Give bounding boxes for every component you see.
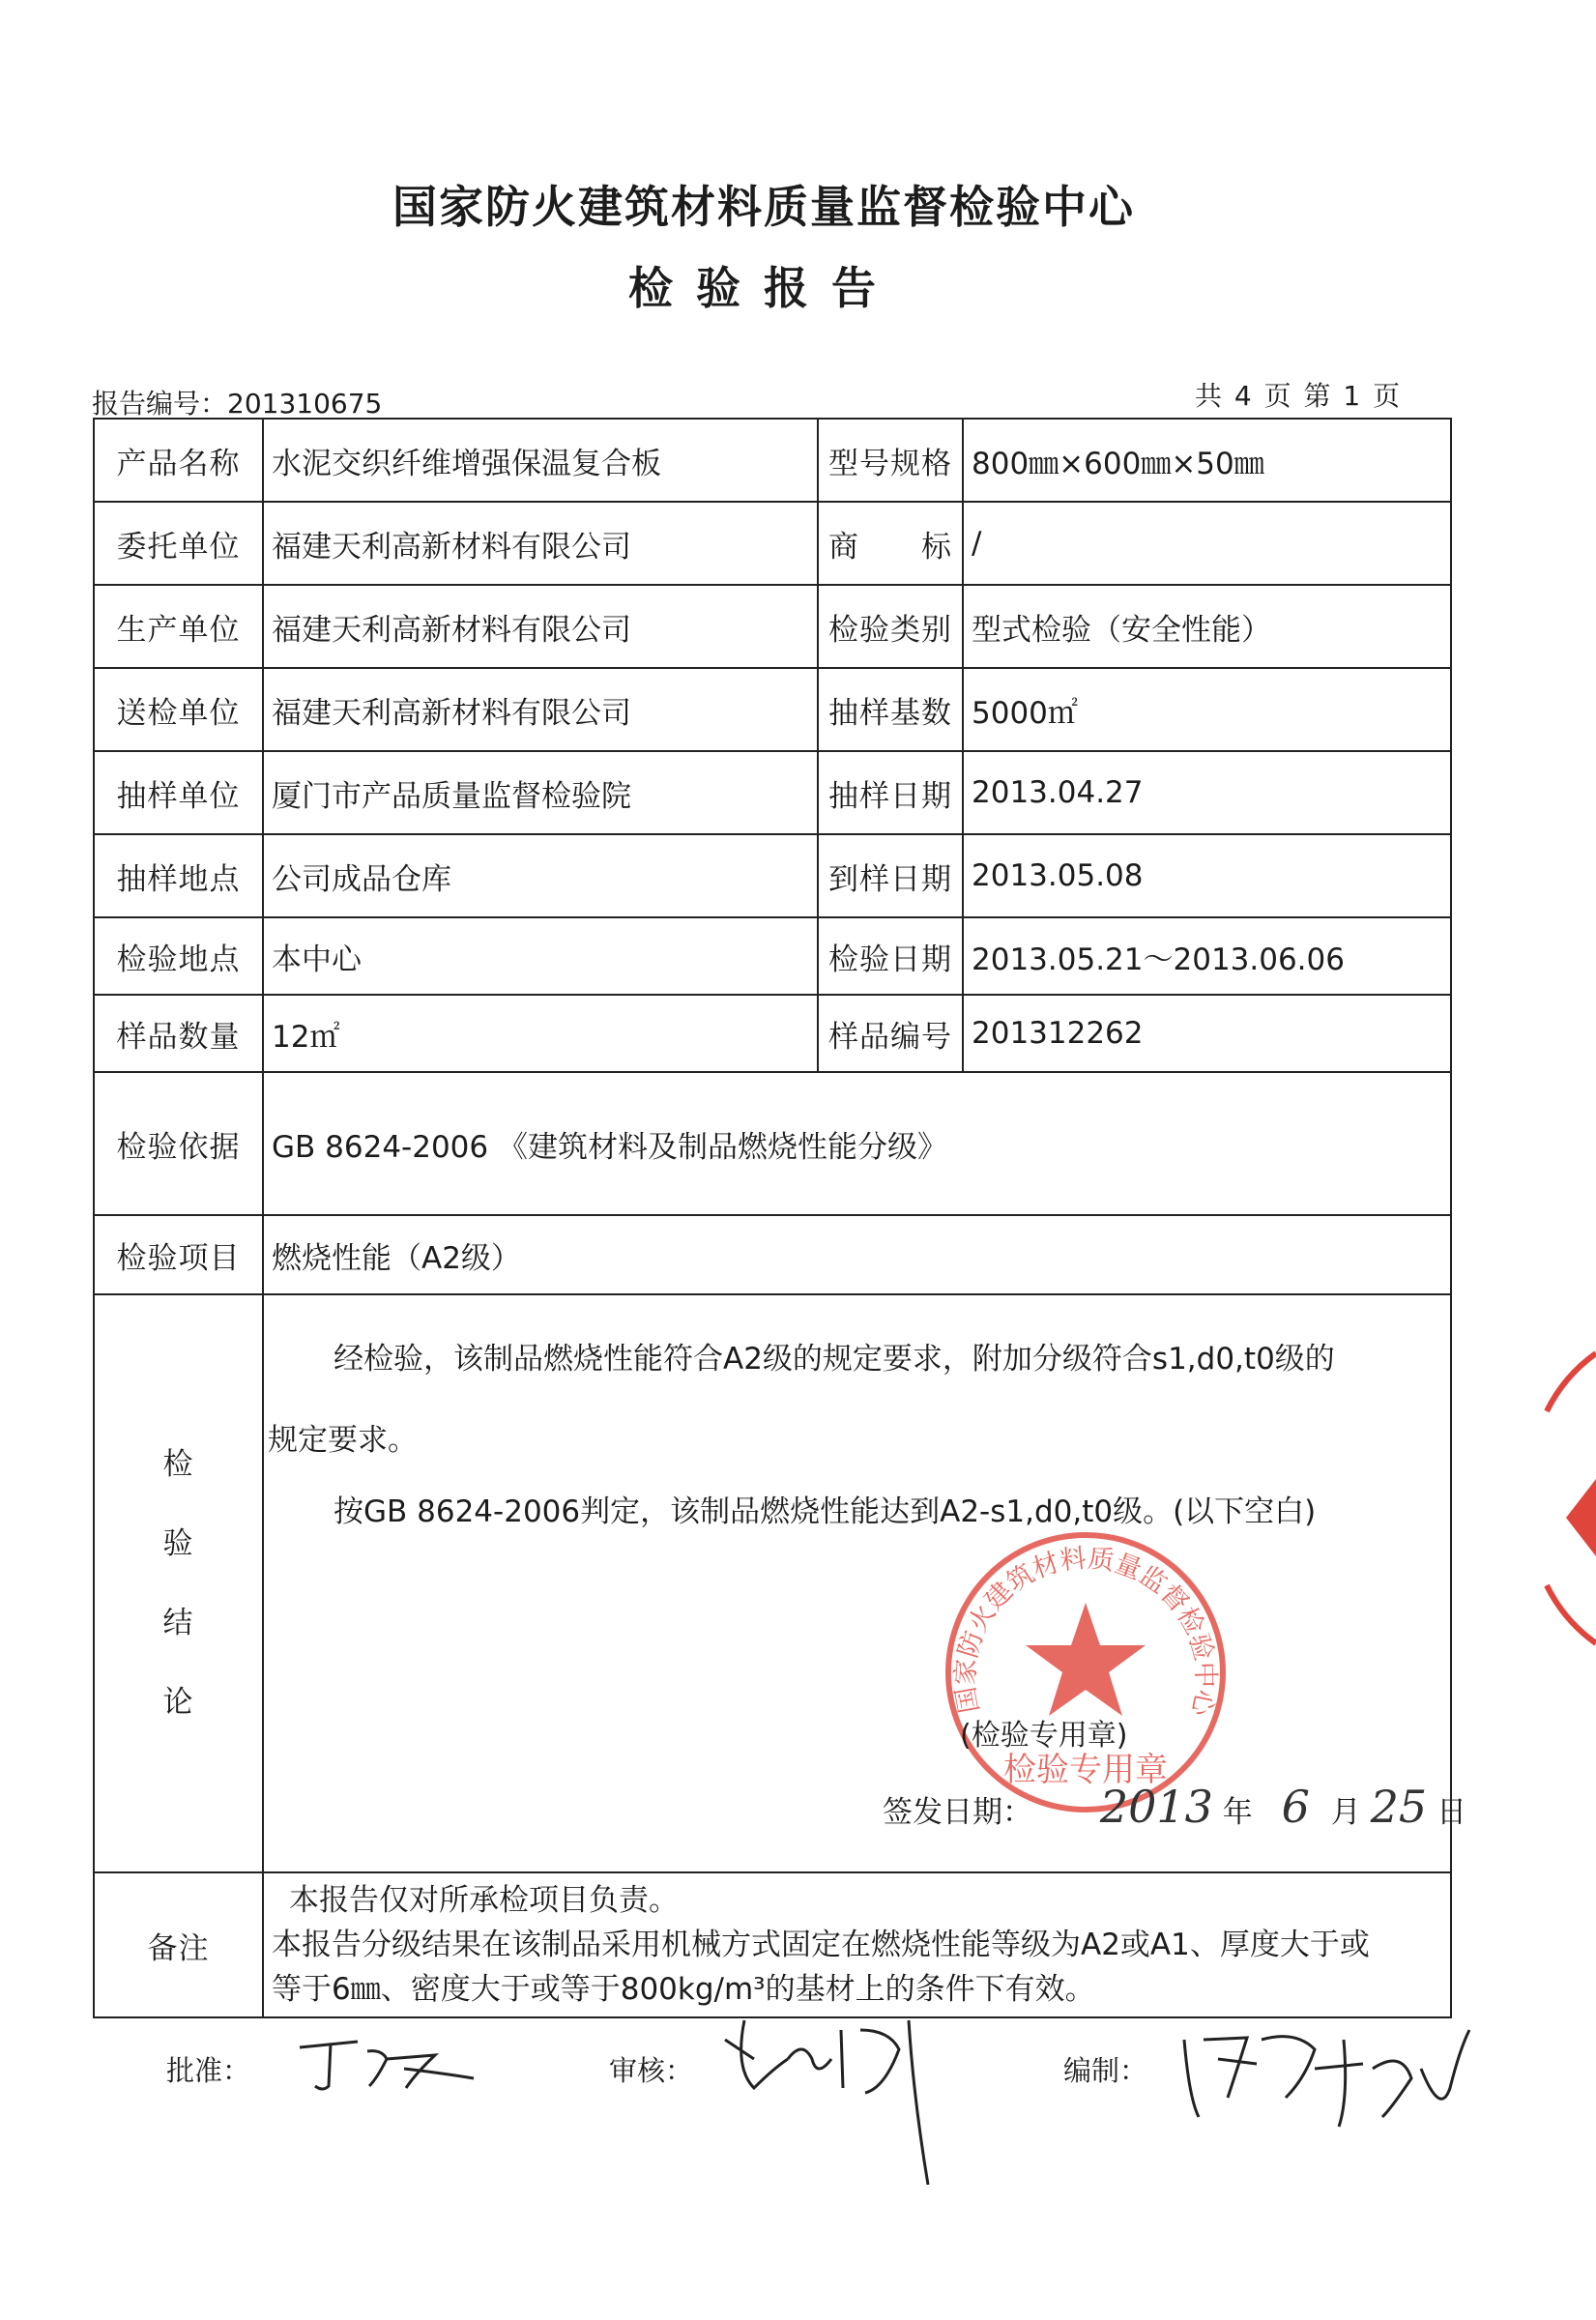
field-value: 12㎡ (263, 995, 818, 1072)
info-row (94, 995, 1451, 1072)
field-value: 201312262 (963, 995, 1451, 1072)
field-value: 厦门市产品质量监督检验院 (263, 751, 818, 834)
seam-stamp (1508, 1334, 1596, 1663)
conclusion-para1-line2: 规定要求。 (268, 1423, 418, 1458)
field-label: 产品名称 (94, 419, 263, 502)
field-value: 2013.05.21～2013.06.06 (963, 917, 1451, 995)
day-char: 日 (1436, 1795, 1467, 1830)
conclusion-label-char: 论 (162, 1685, 194, 1720)
remarks-line1: 本报告仅对所承检项目负责。 (289, 1883, 679, 1918)
conclusion-body (263, 1294, 1467, 1872)
field-label: 委托单位 (94, 502, 263, 585)
remarks-row (94, 1872, 1451, 2017)
item-value: 燃烧性能（A2级） (263, 1215, 1451, 1294)
org-title: 国家防火建筑材料质量监督检验中心 (392, 181, 1135, 233)
stamp-ring-text: 国家防火建筑材料质量监督检验中心 (950, 1543, 1221, 1719)
page-count: 共 4 页 第 1 页 (1195, 380, 1403, 412)
basis-label: 检验依据 (94, 1072, 263, 1215)
partial-star-icon (1566, 1479, 1596, 1556)
field-label: 检验类别 (818, 585, 963, 668)
doc-title: 检验报告 (628, 262, 899, 314)
item-label: 检验项目 (94, 1215, 263, 1294)
field-value: 800㎜×600㎜×50㎜ (963, 419, 1451, 502)
field-value: 福建天利高新材料有限公司 (263, 668, 818, 751)
conclusion-label-char: 结 (162, 1606, 194, 1640)
remarks-body (263, 1872, 1451, 2017)
conclusion-row (94, 1294, 1451, 1872)
info-row (94, 834, 1451, 917)
basis-row (94, 1072, 1451, 1215)
issue-day: 25 (1370, 1781, 1428, 1833)
field-value: 本中心 (263, 917, 818, 995)
month-char: 月 (1330, 1795, 1361, 1830)
report-table (93, 418, 1467, 2018)
field-label: 抽样日期 (818, 751, 963, 834)
review-label: 审核： (609, 2054, 694, 2087)
field-value: 5000㎡ (963, 668, 1451, 751)
field-value: 福建天利高新材料有限公司 (263, 502, 818, 585)
field-label: 样品数量 (94, 995, 263, 1072)
field-label: 抽样地点 (94, 834, 263, 917)
info-row (94, 751, 1451, 834)
field-label: 送检单位 (94, 668, 263, 751)
remarks-label: 备注 (94, 1872, 263, 2017)
inspection-stamp (941, 1527, 1231, 1817)
field-value: 2013.05.08 (963, 834, 1451, 917)
info-row (94, 502, 1451, 585)
field-label: 生产单位 (94, 585, 263, 668)
issue-date-label: 签发日期： (883, 1795, 1032, 1830)
conclusion-para1-line1: 经检验，该制品燃烧性能符合A2级的规定要求，附加分级符合s1,d0,t0级的 (334, 1342, 1335, 1377)
remarks-line2: 本报告分级结果在该制品采用机械方式固定在燃烧性能等级为A2或A1、厚度大于或 (272, 1928, 1370, 1962)
field-label: 抽样基数 (818, 668, 963, 751)
star-icon (1026, 1603, 1146, 1716)
conclusion-label-char: 验 (162, 1526, 194, 1561)
field-value: 公司成品仓库 (263, 834, 818, 917)
compile-label: 编制： (1063, 2054, 1148, 2087)
stamp-inner-text: 检验专用章 (1003, 1751, 1168, 1789)
field-label: 检验日期 (818, 917, 963, 995)
field-value: 水泥交织纤维增强保温复合板 (263, 419, 818, 502)
remarks-line3: 等于6㎜、密度大于或等于800kg/m³的基材上的条件下有效。 (272, 1972, 1095, 2007)
compiler-signature (1170, 2011, 1479, 2156)
field-label: 抽样单位 (94, 751, 263, 834)
field-value: / (963, 502, 1451, 585)
conclusion-label (94, 1294, 263, 1872)
field-label: 型号规格 (818, 419, 963, 502)
field-label: 检验地点 (94, 917, 263, 995)
info-row (94, 668, 1451, 751)
info-row (94, 917, 1451, 995)
field-value: 2013.04.27 (963, 751, 1451, 834)
field-value: 型式检验（安全性能） (963, 585, 1451, 668)
issue-month: 6 (1281, 1781, 1310, 1833)
conclusion-label-char: 检 (162, 1447, 194, 1482)
field-value: 福建天利高新材料有限公司 (263, 585, 818, 668)
info-row (94, 585, 1451, 668)
approve-label: 批准： (166, 2054, 251, 2087)
issue-date (883, 1781, 1466, 1833)
basis-value: GB 8624-2006 《建筑材料及制品燃烧性能分级》 (263, 1072, 1451, 1215)
issue-year: 2013 (1099, 1781, 1213, 1833)
stamp-note: (检验专用章) (960, 1719, 1128, 1753)
info-row (94, 419, 1451, 502)
year-char: 年 (1222, 1795, 1253, 1830)
reviewer-signature (696, 2001, 986, 2194)
approver-signature (290, 2030, 483, 2098)
item-row (94, 1215, 1451, 1294)
report-number: 报告编号：201310675 (92, 388, 383, 420)
conclusion-para2: 按GB 8624-2006判定，该制品燃烧性能达到A2-s1,d0,t0级。(以下空白) (334, 1494, 1317, 1529)
field-label: 商 标 (818, 502, 963, 585)
field-label: 到样日期 (818, 834, 963, 917)
field-label: 样品编号 (818, 995, 963, 1072)
